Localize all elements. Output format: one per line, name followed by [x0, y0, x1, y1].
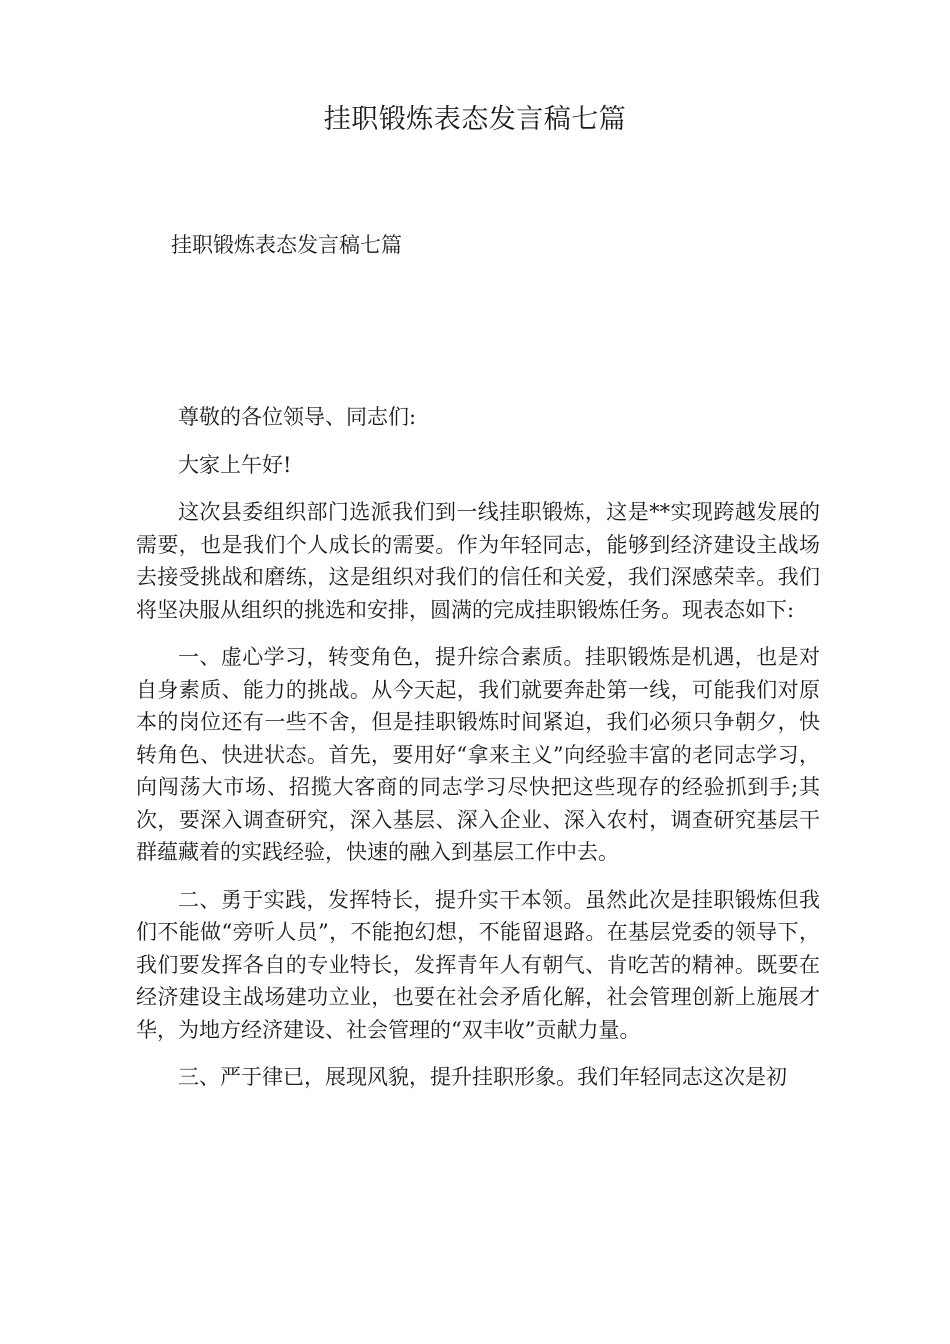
document-title: 挂职锻炼表态发言稿七篇 [323, 104, 627, 135]
salutation: 尊敬的各位领导、同志们: [178, 405, 417, 429]
body-paragraph: 一、虚心学习，转变角色，提升综合素质。挂职锻炼是机遇，也是对自身素质、能力的挑战。从今天起，我们就要奔赴第一线，可能我们对原本的岗位还有一些不舍，但是挂职锻炼时间紧迫，我们必须只争朝夕，快转角色、快进状态。首先，要用好“拿来主义”向经验丰富的老同志学习，向闯荡大市场、招揽大客商的同志学习尽快把这些现存的经验抓到手;其次，要深入调查研究，深入基层、深入企业、深入农村，调查研究基层干群蕴藏着的实践经验，快速的融入到基层工作中去。 [136, 645, 820, 864]
body-paragraph: 二、勇于实践，发挥特长，提升实干本领。虽然此次是挂职锻炼但我们不能做“旁听人员”，不能抱幻想，不能留退路。在基层党委的领导下，我们要发挥各自的专业特长，发挥青年人有朝气、肯吃苦的精神。既要在经济建设主战场建功立业，也要在社会矛盾化解，社会管理创新上施展才华，为地方经济建设、社会管理的“双丰收”贡献力量。 [136, 887, 820, 1042]
greeting: 大家上午好! [178, 452, 292, 477]
body-paragraph: 这次县委组织部门选派我们到一线挂职锻炼，这是**实现跨越发展的需要，也是我们个人成长的需要。作为年轻同志，能够到经济建设主战场去接受挑战和磨练，这是组织对我们的信任和关爱，我们深感荣幸。我们将坚决服从组织的挑选和安排，圆满的完成挂职锻炼任务。现表态如下: [136, 500, 820, 622]
document-body [136, 401, 820, 1109]
document-subtitle: 挂职锻炼表态发言稿七篇 [171, 233, 402, 257]
body-paragraph: 三、严于律已，展现风貌，提升挂职形象。我们年轻同志这次是初 [178, 1065, 787, 1089]
